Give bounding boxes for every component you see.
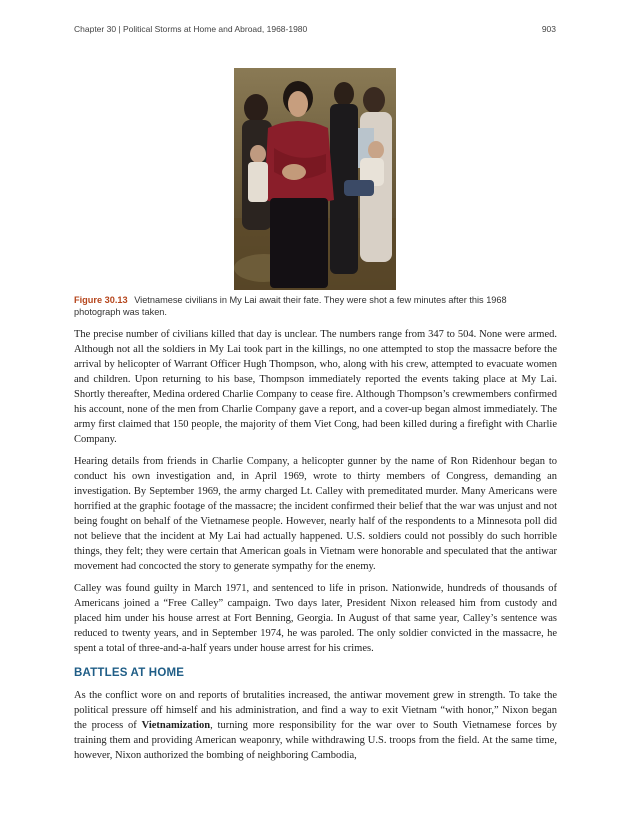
chapter-title: Chapter 30 | Political Storms at Home and Abroad, 1968-1980 bbox=[74, 24, 308, 34]
figure-caption-text: Vietnamese civilians in My Lai await their fate. They were shot a few minutes after this 1968 photograph was taken. bbox=[74, 295, 507, 317]
paragraph-ridenhour-investigation: Hearing details from friends in Charlie Company, a helicopter gunner by the name of Ron Ridenhour began to conduct his own investigation and, in April 1969, wrote to thirty members of Congress, demanding an investigation. By September 1969, the army charged Lt. Calley with premeditated murder. Many Americans were horrified at the graphic footage of the massacre; the incident confirmed their belief that the war was unjust and not being fought on behalf of the Vietnamese people. However, nearly half of the respondents to a Minnesota poll did not believe that the incident at My Lai had actually happened. U.S. soldiers could not possibly do such horrible things, they felt; they were certain that American goals in Vietnam were honorable and speculated that the antiwar movement had concocted the story to generate sympathy for the enemy. bbox=[74, 456, 557, 572]
figure-caption bbox=[74, 294, 544, 318]
paragraph-battles-at-home bbox=[74, 688, 557, 763]
running-header bbox=[74, 24, 556, 34]
my-lai-photograph bbox=[234, 68, 396, 290]
body-text bbox=[74, 327, 557, 770]
paragraph-text-after: , turning more responsibility for the war over to South Vietnamese forces by training them and providing American weaponry, while withdrawing U.S. troops from the field. At the same time, however, Nixon authorized the bombing of neighboring Cambodia, bbox=[74, 720, 557, 761]
paragraph-calley-verdict: Calley was found guilty in March 1971, and sentenced to life in prison. Nationwide, hundreds of thousands of Americans joined a “Free Calley” campaign. Two days later, President Nixon released him from custody and placed him under his house arrest at Fort Benning, Georgia. In August of that same year, Calley’s sentence was reduced to twenty years, and in September 1974, he was paroled. The only soldier convicted in the massacre, he spent a total of three-and-a-half years under house arrest for his crimes. bbox=[74, 583, 557, 654]
section-heading-battles-at-home: BATTLES AT HOME bbox=[74, 667, 185, 679]
photo-illustration bbox=[234, 68, 396, 290]
paragraph-text-before: As the conflict wore on and reports of brutalities increased, the antiwar movement grew in strength. To take the political pressure off himself and his administration, and find a way to exit Vietnam “with honor,” Nixon began the process of bbox=[74, 690, 557, 731]
figure-label: Figure 30.13 bbox=[74, 295, 128, 305]
page-number: 903 bbox=[541, 24, 556, 34]
paragraph-civilians-killed: The precise number of civilians killed that day is unclear. The numbers range from 347 to 504. None were armed. Although not all the soldiers in My Lai took part in the killings, no one attempted to stop the massacre before the arrival by helicopter of Warrant Officer Hugh Thompson, who, along with his crew, attempted to evacuate women and children. Upon returning to his base, Thompson immediately reported the events taking place at My Lai. Shortly thereafter, Medina ordered Charlie Company to cease fire. Although Thompson’s crewmembers confirmed his account, none of the men from Charlie Company gave a report, and a cover-up began almost immediately. The army first claimed that 150 people, the majority of them Viet Cong, had been killed during a firefight with Charlie Company. bbox=[74, 329, 557, 445]
key-term-vietnamization: Vietnamization bbox=[141, 720, 211, 731]
